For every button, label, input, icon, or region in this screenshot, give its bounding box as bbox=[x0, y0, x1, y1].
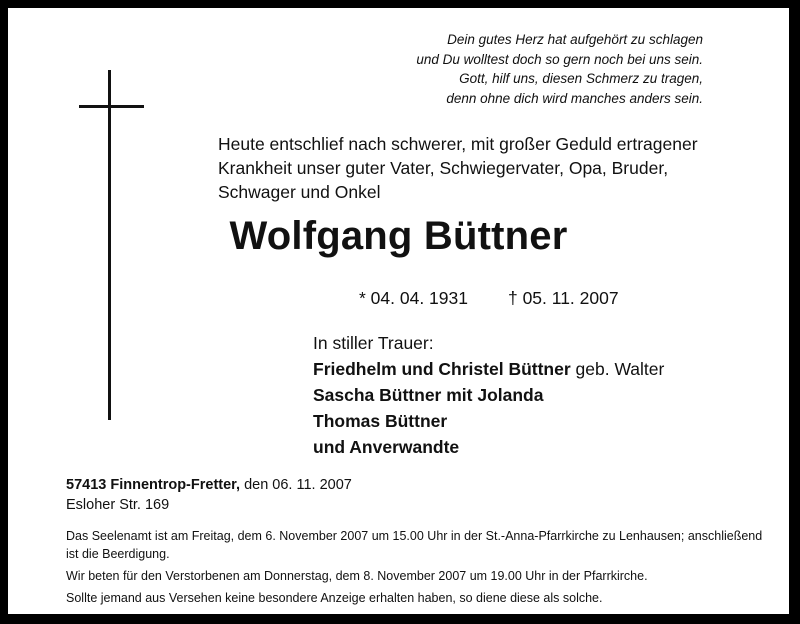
mourner-line: Sascha Büttner mit Jolanda bbox=[313, 385, 544, 405]
intro-line: Heute entschlief nach schwerer, mit großer Geduld ertragener bbox=[218, 134, 698, 154]
obituary-notice bbox=[8, 8, 789, 614]
notice-date: den 06. 11. 2007 bbox=[240, 477, 352, 493]
life-dates bbox=[359, 288, 619, 309]
address-block bbox=[66, 475, 352, 515]
mourner-line: und Anverwandte bbox=[313, 437, 460, 457]
poem-line: und Du wolltest doch so gern noch bei uns sein. bbox=[416, 51, 703, 67]
intro-line: Krankheit unser guter Vater, Schwiegervater, Opa, Bruder, bbox=[218, 158, 669, 178]
mourner-line: Thomas Büttner bbox=[313, 411, 448, 431]
street: Esloher Str. 169 bbox=[66, 497, 170, 513]
deceased-name: Wolfgang Büttner bbox=[229, 214, 568, 258]
service-notes bbox=[66, 527, 766, 611]
poem-line: Gott, hilf uns, diesen Schmerz zu tragen, bbox=[459, 71, 703, 86]
mourner-line bbox=[313, 356, 664, 382]
place: 57413 Finnentrop-Fretter, bbox=[66, 477, 241, 493]
mourning-heading: In stiller Trauer: bbox=[313, 333, 434, 353]
poem-line: Dein gutes Herz hat aufgehört zu schlagen bbox=[447, 32, 703, 47]
intro-line: Schwager und Onkel bbox=[218, 182, 381, 202]
place-date-line bbox=[66, 475, 352, 495]
note-paragraph: Sollte jemand aus Versehen keine besondere Anzeige erhalten haben, so diene diese als solche. bbox=[66, 591, 603, 605]
mourners bbox=[313, 330, 664, 460]
note-paragraph: Das Seelenamt ist am Freitag, dem 6. November 2007 um 15.00 Uhr in der St.-Anna-Pfarrkirche zu Lenhausen; anschließend ist die Beerdigung. bbox=[66, 529, 763, 561]
mourner-name: Friedhelm und Christel Büttner bbox=[313, 359, 571, 379]
cross-icon-bar bbox=[79, 105, 144, 108]
death-date: † 05. 11. 2007 bbox=[507, 288, 619, 308]
note-paragraph: Wir beten für den Verstorbenen am Donnerstag, dem 8. November 2007 um 19.00 Uhr in der Pfarrkirche. bbox=[66, 569, 648, 583]
intro-text bbox=[218, 132, 698, 204]
poem-line: denn ohne dich wird manches anders sein. bbox=[446, 90, 703, 106]
mourner-maiden-name: geb. Walter bbox=[570, 359, 665, 379]
poem bbox=[416, 30, 703, 108]
birth-date: * 04. 04. 1931 bbox=[359, 288, 468, 308]
